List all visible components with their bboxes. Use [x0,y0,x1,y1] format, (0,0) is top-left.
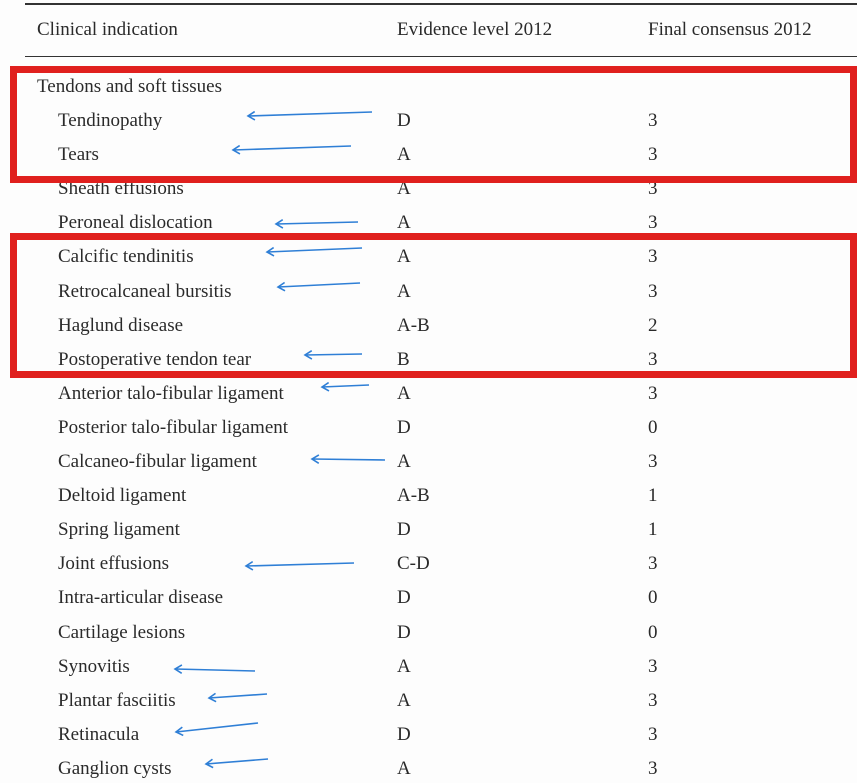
row-indication: Sheath effusions [58,178,184,199]
annotation-arrow [278,283,360,287]
row-evidence-level: A [397,383,411,404]
row-evidence-level: A [397,212,411,233]
annotation-arrow [248,112,372,116]
row-final-consensus: 3 [648,758,658,779]
row-evidence-level: A-B [397,485,430,506]
row-final-consensus: 3 [648,281,658,302]
annotation-arrow [267,248,362,252]
row-evidence-level: A [397,281,411,302]
row-indication: Plantar fasciitis [58,690,176,711]
annotation-arrow [322,385,369,387]
row-final-consensus: 3 [648,110,658,131]
row-final-consensus: 1 [648,485,658,506]
row-evidence-level: A [397,758,411,779]
header-clinical-indication: Clinical indication [37,19,178,40]
annotation-arrow [312,459,385,460]
row-indication: Retinacula [58,724,140,745]
row-final-consensus: 3 [648,144,658,165]
row-indication: Intra-articular disease [58,587,224,608]
annotation-arrow [233,146,351,150]
row-final-consensus: 0 [648,622,658,643]
row-evidence-level: D [397,417,411,438]
row-evidence-level: D [397,622,411,643]
row-indication: Posterior talo-fibular ligament [58,417,289,438]
annotation-arrow [276,222,358,224]
annotation-arrow [305,354,362,355]
row-indication: Calcific tendinitis [58,246,194,267]
row-evidence-level: A [397,178,411,199]
row-evidence-level: B [397,349,410,370]
row-evidence-level: D [397,110,411,131]
row-evidence-level: D [397,724,411,745]
annotation-arrow [175,669,255,671]
row-indication: Joint effusions [58,553,170,574]
row-indication: Haglund disease [58,315,184,336]
row-evidence-level: A [397,451,411,472]
annotation-arrow [206,759,268,764]
row-evidence-level: C-D [397,553,430,574]
row-final-consensus: 3 [648,383,658,404]
row-final-consensus: 0 [648,417,658,438]
row-final-consensus: 1 [648,519,658,540]
annotation-arrow [209,694,267,698]
row-indication: Calcaneo-fibular ligament [58,451,257,472]
row-final-consensus: 3 [648,553,658,574]
annotation-arrow [246,563,354,566]
row-indication: Postoperative tendon tear [58,349,252,370]
header-evidence-level: Evidence level 2012 [397,19,553,40]
row-final-consensus: 3 [648,656,658,677]
row-indication: Spring ligament [58,519,180,540]
row-final-consensus: 3 [648,246,658,267]
row-final-consensus: 3 [648,724,658,745]
row-indication: Cartilage lesions [58,622,186,643]
row-final-consensus: 0 [648,587,658,608]
row-final-consensus: 3 [648,451,658,472]
group-heading: Tendons and soft tissues [37,76,222,97]
row-indication: Tendinopathy [58,110,163,131]
row-final-consensus: 3 [648,349,658,370]
row-evidence-level: A-B [397,315,430,336]
row-final-consensus: 2 [648,315,658,336]
row-indication: Anterior talo-fibular ligament [58,383,284,404]
row-evidence-level: D [397,587,411,608]
row-evidence-level: D [397,519,411,540]
row-final-consensus: 3 [648,178,658,199]
row-evidence-level: A [397,144,411,165]
row-final-consensus: 3 [648,690,658,711]
row-evidence-level: A [397,246,411,267]
header-final-consensus: Final consensus 2012 [648,19,812,40]
row-indication: Synovitis [58,656,130,677]
annotation-arrow [176,723,258,732]
row-final-consensus: 3 [648,212,658,233]
row-indication: Retrocalcaneal bursitis [58,281,232,302]
row-indication: Ganglion cysts [58,758,172,779]
row-evidence-level: A [397,656,411,677]
row-indication: Peroneal dislocation [58,212,213,233]
row-evidence-level: A [397,690,411,711]
row-indication: Tears [58,144,99,165]
row-indication: Deltoid ligament [58,485,187,506]
